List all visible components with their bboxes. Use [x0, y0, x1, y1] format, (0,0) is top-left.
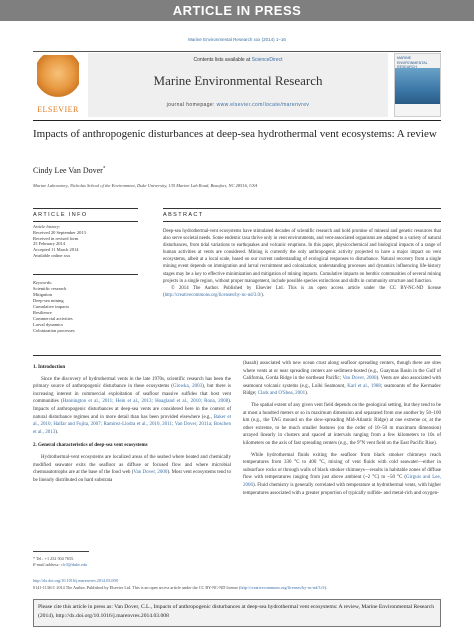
- journal-cover-thumbnail: [394, 53, 441, 117]
- footnote-email-line: [33, 562, 87, 568]
- email-label: E-mail address:: [33, 561, 61, 567]
- journal-header-box: [88, 53, 388, 117]
- license-link[interactable]: http://creativecommons.org/licenses/by-nc-nd/3.0/: [164, 292, 262, 298]
- cover-image: [395, 68, 440, 104]
- abstract-top-rule: [163, 208, 441, 209]
- elsevier-wordmark: ELSEVIER: [37, 105, 79, 114]
- journal-title: Marine Environmental Research: [153, 73, 323, 88]
- author-line: [33, 166, 105, 175]
- section-2-paragraph: [33, 454, 231, 484]
- keywords-label: Keywords:: [33, 280, 53, 285]
- keyword-item: Resilience: [33, 310, 52, 315]
- intro-text: ), but there is increasing interest in commercial exploitation of seafloor massive sulfides that host vent communities (: [33, 384, 231, 405]
- body-right-column: [243, 360, 441, 501]
- citation-link[interactable]: Clark and O'Shea, 2001: [257, 391, 306, 397]
- abstract-copyright: [163, 285, 441, 299]
- col2-text: ).: [305, 391, 309, 397]
- history-item: Accepted 11 March 2014: [33, 247, 79, 253]
- article-info-top-rule: [33, 208, 138, 209]
- header-top-rule: [33, 51, 441, 52]
- col2-paragraph-3: [243, 452, 441, 498]
- footnote-tel: * Tel.: +1 252 504 7655.: [33, 556, 75, 561]
- intro-text: ).: [55, 429, 59, 435]
- article-in-press-banner: ARTICLE IN PRESS: [0, 0, 474, 21]
- history-item: 25 February 2014: [33, 241, 65, 247]
- abstract-sub-rule: [163, 221, 441, 222]
- keyword-item: Larval dynamics: [33, 322, 64, 327]
- citation-link[interactable]: Glowka, 2003: [172, 384, 203, 390]
- col2-text: ). Fluid chemistry is generally correlated with temperature at hydrothermal vents, with higher temperatures associated with a greater proportion of typically sulfide- and metal-rich and oxygen-: [243, 482, 441, 496]
- history-item: Available online xxx: [33, 252, 71, 258]
- elsevier-tree-icon: [37, 55, 79, 99]
- author-footnote: [33, 556, 87, 567]
- citation-link[interactable]: Hannington et al., 2011; Hein et al., 2013; Hoagland et al., 2010; Rona, 2008: [62, 399, 229, 405]
- issn-line: [33, 585, 441, 590]
- issn-text: 0141-1136/© 2014 The Author. Published by Elsevier Ltd. This is an open access article under the CC BY-NC-ND license (: [33, 585, 241, 590]
- col2-text: ). Vents are also associated with seamount volcanic systems (e.g., Loihi Seamount,: [243, 376, 442, 389]
- author-footnote-mark[interactable]: *: [102, 166, 106, 172]
- citation-link[interactable]: Karl et al., 1988: [347, 383, 381, 389]
- col2-text: While hydrothermal fluids exiting the seafloor from black smoker chimneys reach temperatures from 330 °C to 400 °C, mixing of vent fluids with cold seawater—either in subsurface rocks or through walls of black smoker chimneys—results in habitable zones of diffuse flow with temperatures ranging from just above ambient (~2 °C) to ~50 °C (: [243, 452, 441, 481]
- col2-paragraph-1: [243, 360, 441, 398]
- article-info-sub-rule: [33, 221, 138, 222]
- col2-text: (basalt) associated with new ocean crust along seafloor spreading centers, though there are sites where vents at or near spreading centers are sediment-hosted (e.g., Guaymas Basin in the Gulf of California, Gorda Ridge in the northeast Pacific;: [243, 361, 441, 382]
- keyword-item: Colonization processes: [33, 328, 75, 333]
- cover-title: MARINE ENVIRONMENTAL RESEARCH: [395, 54, 440, 68]
- author-affiliation: Marine Laboratory, Nicholas School of the Environment, Duke University, 135 Marine Lab Road, Beaufort, NC 28516, USA: [33, 183, 258, 188]
- copyright-text: © 2014 The Author. Published by Elsevier Ltd. This is an open access article under the CC BY-NC-ND license (: [163, 285, 441, 298]
- history-item: Received 20 September 2013: [33, 229, 86, 235]
- elsevier-logo: [33, 53, 83, 117]
- doi-link[interactable]: http://dx.doi.org/10.1016/j.marenvres.2014.03.008: [33, 578, 118, 583]
- contents-prefix: Contents lists available at: [193, 57, 252, 63]
- cite-notice-box: Please cite this article in press as: Van Dover, C.L., Impacts of anthropogenic disturbances at deep-sea hydrothermal vent ecosystems: A review, Marine Environmental Research (2014), http://dx.doi.org/10.1016/j.marenvres.2014.03.008: [33, 599, 441, 627]
- journal-homepage-line: [88, 102, 388, 108]
- abstract-body: [163, 228, 441, 299]
- copyright-end: ).: [261, 292, 265, 298]
- keyword-item: Cumulative impacts: [33, 304, 70, 309]
- article-title: Impacts of anthropogenic disturbances at deep-sea hydrothermal vent ecosystems: A review: [33, 128, 437, 140]
- email-link[interactable]: clv3@duke.edu: [60, 561, 88, 567]
- abstract-heading: ABSTRACT: [163, 212, 204, 218]
- keyword-item: Mitigation: [33, 292, 52, 297]
- journal-reference[interactable]: Marine Environmental Research xxx (2014) 1–16: [188, 37, 286, 42]
- body-top-rule: [33, 355, 441, 356]
- contents-line: [88, 57, 388, 63]
- intro-paragraph: [33, 376, 231, 437]
- header-bottom-rule: [33, 120, 441, 121]
- intro-text: Since the discovery of hydrothermal vents in the late 1970s, scientific research has been the primary source of anthropogenic disturbance in these ecosystems (: [33, 376, 231, 390]
- section-2-heading: 2. General characteristics of deep-sea vent ecosystems: [33, 443, 148, 449]
- footnote-rule: [33, 551, 89, 552]
- body-left-column: [33, 364, 231, 488]
- col2-text: ; seamounts of the Kermadec Ridge;: [243, 383, 441, 397]
- keyword-item: Commercial activities: [33, 316, 73, 321]
- col2-paragraph-2: The spatial extent of any given vent field depends on the geological setting, but they tend to be at most a hundred meters or so in maximum dimension and separated from one another by 50–100 km (e.g., the TAG mound on the slow-spreading Mid-Atlantic Ridge) at one extreme or, at the other extreme, to be much smaller features (on the order of 10–50 m maximum dimension) arrayed linearly in clusters and spaced at intervals ranging from a few kilometers to 10s of kilometers on the axis of fast spreading centers (e.g., the 9°N vent field on the East Pacific Rise).: [243, 402, 441, 446]
- keyword-item: Scientific research: [33, 286, 67, 291]
- abstract-text: Deep-sea hydrothermal-vent ecosystems have stimulated decades of scientific research and hold promise of mineral and genetic resources that also serve societal needs. Some endemic taxa thrive only in vent environments, and vent-associated organisms are adapted to a variety of natural disturbances, from tidal variations to earthquakes and volcanic eruptions. In this paper, physicochemical and biological impacts of a range of human activities at vents are considered. Mining is currently the only anthropogenic activity projected to have a major impact on vent ecosystems, albeit at a local scale, based on our current understanding of ecological responses to disturbance. Natural recovery from a single mining event depends on immigration and larval recruitment and colonization; understanding processes and dynamics influencing life-history stages may be a key to effective minimization and mitigation of mining impacts. Cumulative impacts on benthic communities of several mining projects in a single region, without proper management, include possible species extinctions and shifts in community structure and function.: [163, 229, 441, 284]
- article-history: [33, 224, 138, 259]
- author-name: Cindy Lee Van Dover: [33, 166, 103, 175]
- history-label: Article history:: [33, 224, 61, 229]
- sec2-text: ). Most vent ecosystems tend to be linearly distributed on hard substrata: [33, 470, 232, 483]
- section-1-heading: 1. Introduction: [33, 365, 66, 370]
- homepage-prefix: journal homepage:: [166, 102, 217, 108]
- citation-link[interactable]: Van Dover, 2000: [133, 470, 168, 476]
- issn-end: ).: [324, 585, 328, 590]
- citation-link[interactable]: Van Dover, 2000: [342, 376, 377, 382]
- sec2-text: Hydrothermal-vent ecosystems are localized areas of the seabed where heated and chemically modified seawater exits the seafloor as diffuse or focused flow and where microbial chemoautotrophs are at the base of the food web (: [33, 454, 231, 476]
- issn-license-link[interactable]: http://creativecommons.org/licenses/by-nc-nd/3.0/: [240, 585, 325, 590]
- history-item: Received in revised form: [33, 235, 79, 241]
- citation-link[interactable]: Girguis and Lee, 2006: [243, 475, 441, 488]
- keywords-list: [33, 280, 138, 334]
- homepage-link[interactable]: www.elsevier.com/locate/marenvrev: [216, 102, 310, 108]
- citation-link[interactable]: Baker et al., 2010; Halfar and Fujita, 2007; Ramirez-Llodra et al., 2010, 2011; Van Dover, 2011a; Boschen et al., 2013: [33, 414, 232, 435]
- intro-text: ). Impacts of anthropogenic disturbances at deep-sea vents are considered here in the context of natural disturbance regimes and in more detail than has been provided elsewhere (e.g.,: [33, 399, 232, 420]
- article-info-heading: ARTICLE INFO: [33, 212, 88, 218]
- keyword-item: Deep-sea mining: [33, 298, 64, 303]
- sciencedirect-link[interactable]: ScienceDirect: [251, 57, 283, 63]
- cover-footer: [395, 104, 440, 116]
- keywords-rule: [33, 274, 138, 275]
